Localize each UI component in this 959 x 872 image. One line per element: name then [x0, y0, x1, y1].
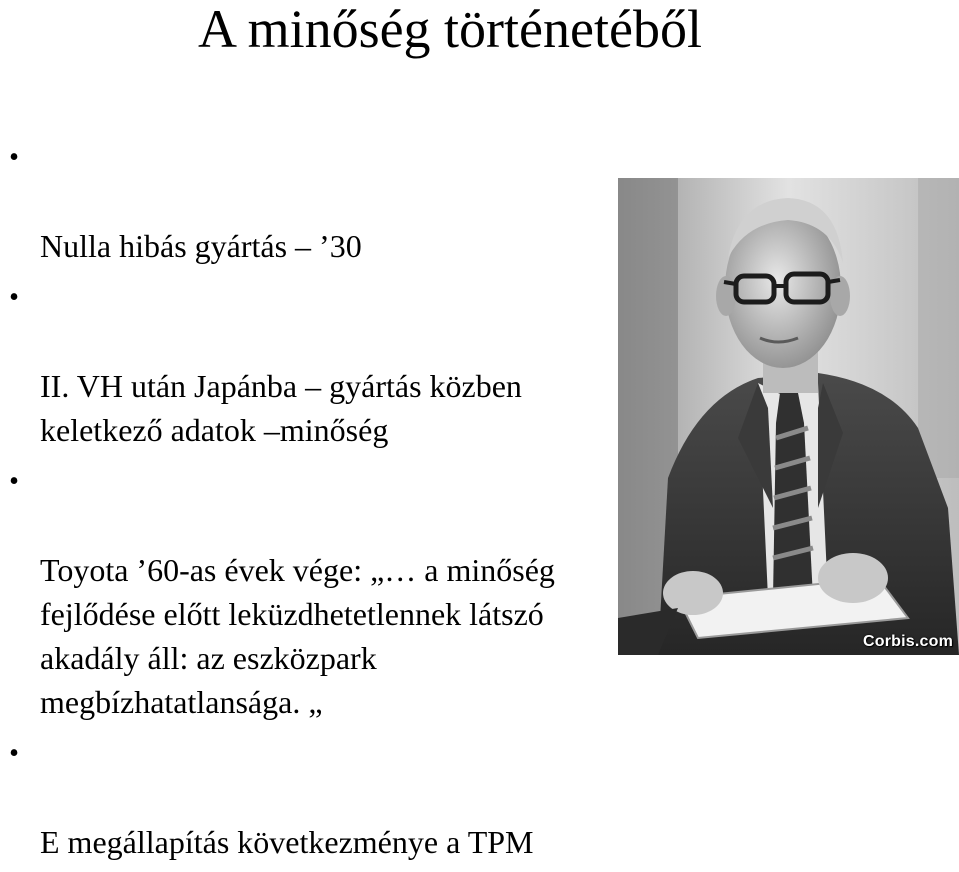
bullet-icon: • [9, 466, 19, 497]
bullet-item [0, 276, 600, 452]
portrait-photo [618, 178, 959, 655]
bullet-icon: • [9, 738, 19, 769]
bullet-list [0, 136, 600, 872]
portrait-photo-icon [618, 178, 959, 655]
bullet-item [0, 460, 600, 724]
bullet-item [0, 732, 600, 864]
slide-title: A minőség történetéből [198, 0, 702, 59]
photo-watermark: Corbis.com [862, 633, 953, 650]
bullet-text: E megállapítás következménye a TPM [40, 824, 534, 860]
bullet-text: II. VH után Japánba – gyártás közben keletkező adatok –minőség [40, 368, 522, 448]
bullet-icon: • [9, 282, 19, 313]
bullet-icon: • [9, 142, 19, 173]
bullet-text: Nulla hibás gyártás – ’30 [40, 228, 362, 264]
bullet-text: Toyota ’60-as évek vége: „… a minőség fejlődése előtt leküzdhetetlennek látszó akadály áll: az eszközpark megbízhatatlansága. „ [40, 552, 555, 720]
bullet-item [0, 136, 600, 268]
